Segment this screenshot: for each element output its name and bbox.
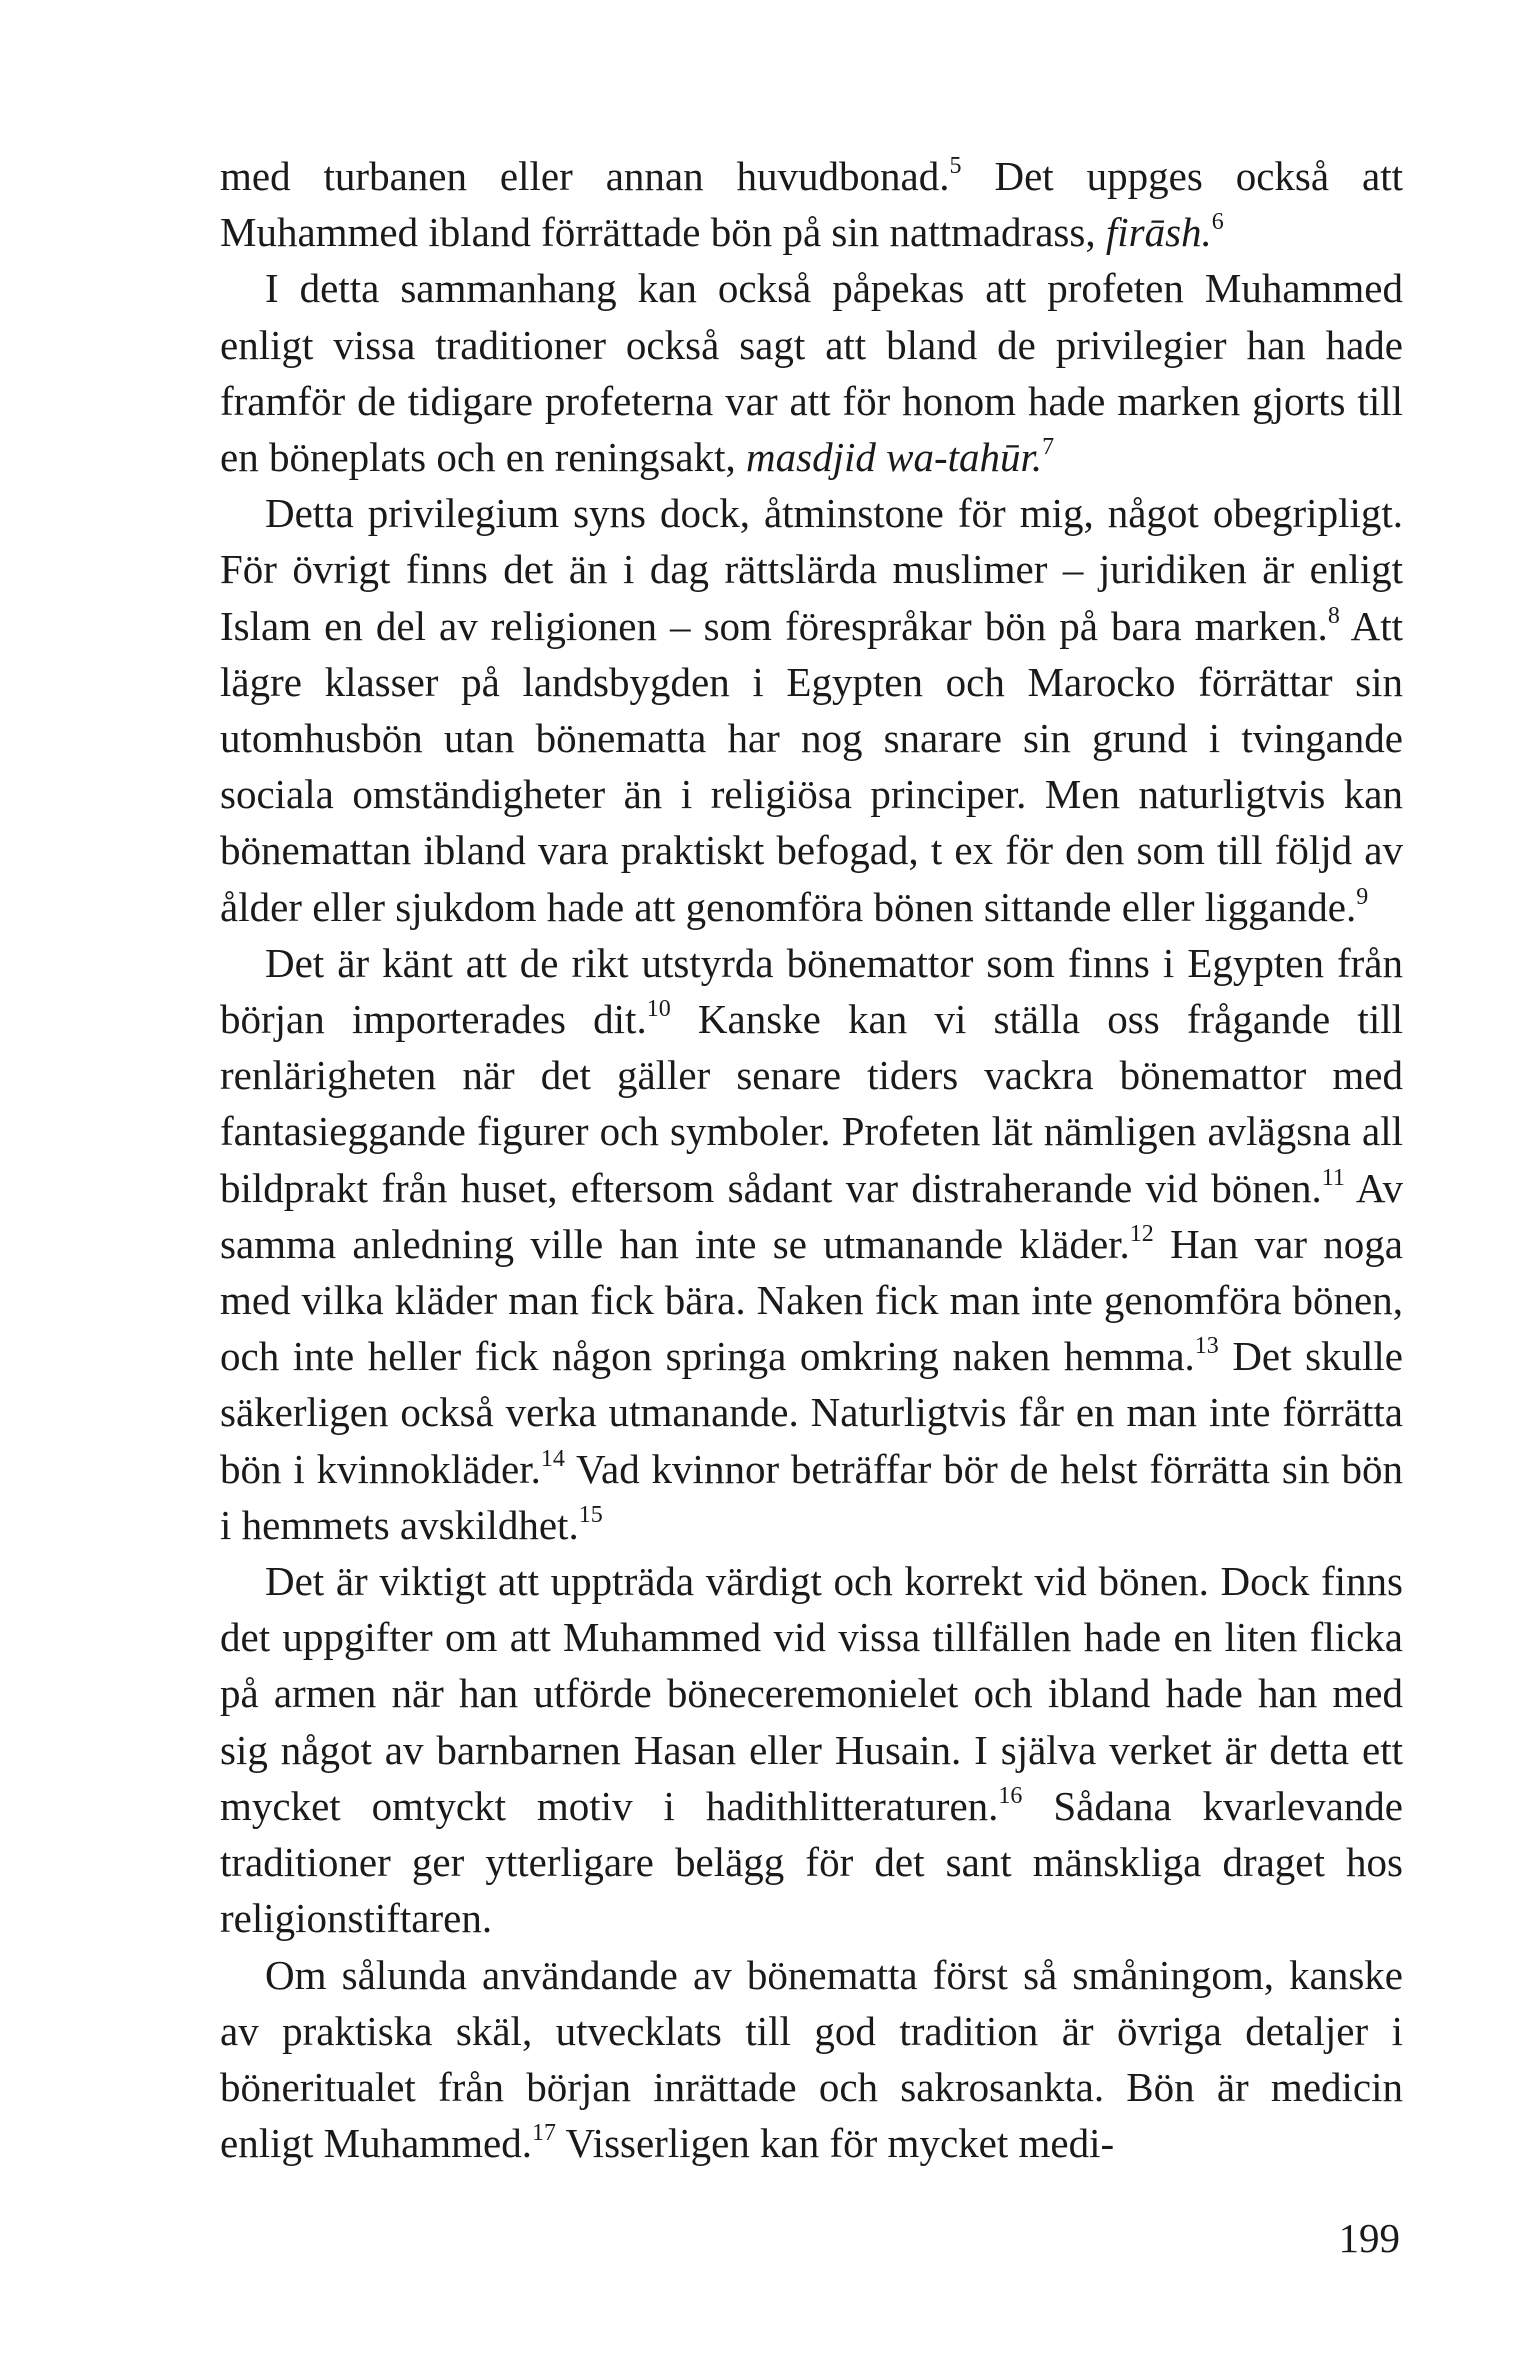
paragraph <box>220 935 1403 1553</box>
paragraph <box>220 260 1403 485</box>
paragraph-text: Vad kvinnor beträffar bör de helst förrätta sin bön i hemmets avskildhet. <box>220 1445 1403 1548</box>
paragraph-text: Av samma anledning ville han inte se utmanande kläder. <box>220 1164 1404 1267</box>
body-text <box>220 148 1403 2171</box>
footnote-marker: 16 <box>998 1782 1023 1809</box>
footnote-marker: 9 <box>1356 883 1369 910</box>
paragraph-text: Att lägre klasser på landsbygden i Egypten och Marocko förrättar sin utomhusbön utan bönematta har nog snarare sin grund i tvingande sociala omständigheter än i religiösa principer. Men naturligtvis kan bönemattan ibland vara praktiskt befogad, t ex för den som till följd av ålder eller sjukdom hade att genomföra bönen sittande eller liggande. <box>220 602 1403 930</box>
footnote-marker: 5 <box>949 153 962 179</box>
paragraph-text: Visserligen kan för mycket medi- <box>556 2120 1115 2167</box>
paragraph <box>220 148 1403 260</box>
paragraph <box>220 1947 1403 2172</box>
paragraph-text: Det är känt att de rikt utstyrda bönemattor som finns i Egypten från början importerades dit. <box>220 939 1403 1043</box>
footnote-marker: 8 <box>1327 602 1340 629</box>
paragraph-text: Det är viktigt att uppträda värdigt och korrekt vid bönen. Dock finns det uppgifter om att Muhammed vid vissa tillfällen hade en liten flicka på armen när han utförde böneceremonielet och ibland hade han med sig något av barnbarnen Hasan eller Husain. I själva verket är detta ett mycket omtyckt motiv i hadithlitteraturen. <box>220 1558 1403 1829</box>
paragraph <box>220 485 1403 935</box>
footnote-marker: 13 <box>1194 1333 1219 1360</box>
footnote-marker: 6 <box>1211 209 1224 236</box>
paragraph <box>220 1553 1403 1946</box>
italic-term: masdjid wa-tahūr. <box>746 434 1043 481</box>
page-number: 199 <box>1338 2215 1400 2261</box>
paragraph-text: Kanske kan vi ställa oss frågande till renlärigheten när det gäller senare tiders vackra bönemattor med fantasieggande figurer och symboler. Profeten lät nämligen avlägsna all bildprakt från huset, eftersom sådant var distraherande vid bönen. <box>220 996 1404 1211</box>
italic-term: firāsh. <box>1105 209 1212 256</box>
paragraph-text: Han var noga med vilka kläder man fick bära. Naken fick man inte genomföra bönen, och inte heller fick någon springa omkring naken hemma. <box>220 1220 1403 1380</box>
footnote-marker: 12 <box>1129 1220 1154 1247</box>
paragraph-text: Om sålunda användande av bönematta först så småningom, kanske av praktiska skäl, utvecklats till god tradition är övriga detaljer i böneritualet från början inrättade och sakrosankta. Bön är medicin enligt Muhammed. <box>220 1951 1403 2167</box>
footnote-marker: 7 <box>1042 434 1055 461</box>
footnote-marker: 11 <box>1321 1164 1345 1191</box>
paragraph-text: I detta sammanhang kan också påpekas att profeten Muhammed enligt vissa traditioner också sagt att bland de privilegier han hade framför de tidigare profeterna var att för honom hade marken gjorts till en böneplats och en reningsakt, <box>220 265 1403 481</box>
footnote-marker: 14 <box>540 1445 565 1472</box>
paragraph-text: Detta privilegium syns dock, åtminstone för mig, något obegripligt. För övrigt finns det än i dag rättslärda muslimer – juridiken är enligt Islam en del av religionen – som förespråkar bön på bara marken. <box>220 490 1403 649</box>
footnote-marker: 17 <box>532 2120 557 2147</box>
footnote-marker: 15 <box>578 1501 603 1528</box>
paragraph-text: Sådana kvarlevande traditioner ger ytterligare belägg för det sant mänskliga draget hos religionstiftaren. <box>220 1782 1404 1942</box>
paragraph-text: med turbanen eller annan huvudbonad. <box>220 153 950 199</box>
footnote-marker: 10 <box>646 996 671 1023</box>
paragraph-text: Det uppges också att Muhammed ibland förrättade bön på sin nattmadrass, <box>220 153 1404 256</box>
paragraph-text: Det skulle säkerligen också verka utmanande. Naturligtvis får en man inte förrätta bön i kvinnokläder. <box>220 1333 1404 1492</box>
